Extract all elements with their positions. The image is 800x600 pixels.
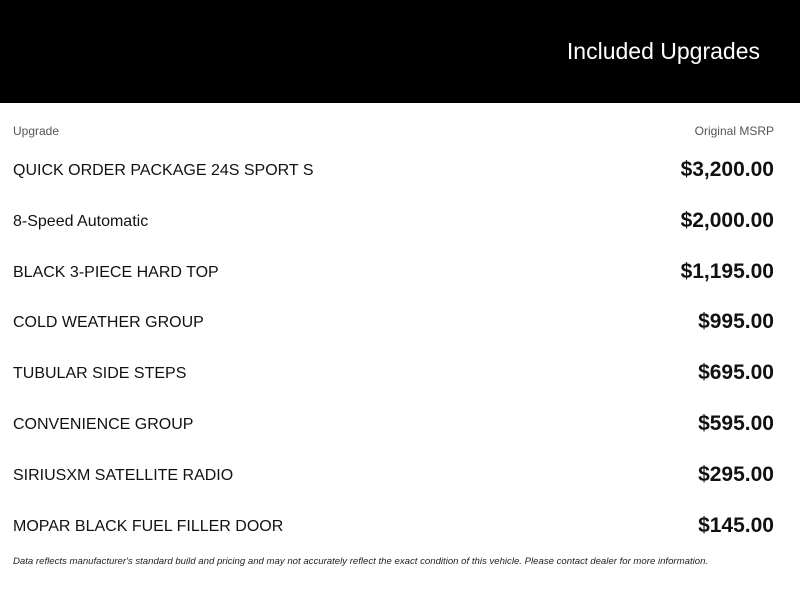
upgrade-row: [13, 347, 774, 398]
upgrade-list: [13, 144, 774, 550]
upgrade-name: MOPAR BLACK FUEL FILLER DOOR: [13, 517, 284, 535]
upgrade-name: COLD WEATHER GROUP: [13, 314, 204, 332]
upgrade-row: [13, 246, 774, 297]
upgrade-price: $145.00: [698, 513, 774, 537]
header-bar: [0, 0, 800, 103]
upgrade-price: $595.00: [698, 411, 774, 435]
column-headers: [13, 124, 774, 142]
upgrade-price: $1,195.00: [680, 259, 774, 283]
page-title: Included Upgrades: [566, 38, 760, 64]
upgrade-row: [13, 398, 774, 449]
upgrade-row: [13, 144, 774, 195]
upgrade-row: [13, 500, 774, 551]
upgrade-price: $995.00: [698, 310, 774, 334]
upgrade-price: $695.00: [698, 361, 774, 385]
msrp-column-header: Original MSRP: [694, 124, 774, 138]
upgrade-name: QUICK ORDER PACKAGE 24S SPORT S: [13, 162, 314, 179]
upgrade-row: [13, 195, 774, 246]
upgrade-name: BLACK 3-PIECE HARD TOP: [13, 263, 219, 281]
upgrade-column-header: Upgrade: [13, 124, 60, 138]
upgrade-name: 8-Speed Automatic: [13, 212, 149, 230]
disclaimer-text: Data reflects manufacturer's standard build and pricing and may not accurately reflect the exact condition of this vehicle. Please contact dealer for more information.: [13, 556, 709, 567]
upgrade-name: CONVENIENCE GROUP: [13, 415, 194, 433]
upgrade-name: SIRIUSXM SATELLITE RADIO: [13, 466, 234, 484]
upgrade-row: [13, 449, 774, 500]
upgrade-name: TUBULAR SIDE STEPS: [13, 365, 187, 383]
upgrade-price: $295.00: [698, 462, 774, 486]
upgrade-price: $2,000.00: [680, 208, 774, 232]
upgrade-price: $3,200.00: [680, 158, 774, 181]
upgrade-row: [13, 296, 774, 347]
